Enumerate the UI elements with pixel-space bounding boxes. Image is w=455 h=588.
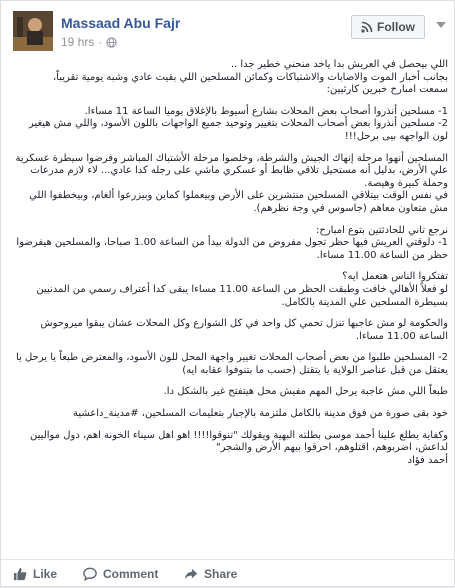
comment-label: Comment bbox=[103, 567, 159, 581]
post-line: وكفاية يطلع علينا أحمد موسى بطلته البهية ويقولك "تنوقوا!!!! اهو اهل سيناء الخونة اهم، دول مواليين لداعش، اضربوهم، اقتلوهم، احرقوا بيهم الأرض والشجر" bbox=[30, 429, 448, 454]
post-line: 2- المسلحين طلبوا من بعض أصحاب المحلات تغيير واجهة المحل للون الأسود، والمعترض طبعاً يا يرحل يا يعتقل من قبل عناصر الولاية يا يتقتل (حسب ما بتنوفوا عقابه ايه) bbox=[15, 352, 448, 376]
like-button[interactable] bbox=[13, 567, 57, 581]
comment-icon bbox=[83, 567, 97, 581]
comment-button[interactable] bbox=[83, 567, 158, 581]
rss-icon bbox=[361, 21, 373, 33]
thumbs-up-icon bbox=[13, 567, 27, 581]
post-time[interactable]: 19 hrs bbox=[61, 35, 95, 49]
post-line: أحمد فؤاد bbox=[407, 454, 448, 466]
post-paragraph bbox=[11, 225, 448, 263]
share-label: Share bbox=[204, 567, 238, 581]
post-line: 1- مسلحين أنذروا أصحاب بعض المحلات بشارع أسيوط بالإغلاق يوميا الساعة 11 مساءا. bbox=[84, 105, 448, 117]
meta-separator: · bbox=[98, 35, 103, 49]
post-line: 1- دلوقتي العريش فيها حظر تجول مفروض من الدولة بيدأ من الساعة 1.00 صباحا، والمسلحين هيفرضوا حظر من الساعة 11.00 مساءا. bbox=[16, 237, 448, 261]
post-line: سمعت امبارح خبرين كارثيين: bbox=[326, 84, 448, 96]
post-paragraph bbox=[11, 430, 448, 468]
post-paragraph bbox=[11, 408, 448, 421]
post-line: 2- مسلحين أنذروا بعض أصحاب المحلات بتغيير وتوحيد جميع الواجهات باللون الأسود، واللي مش هيغير لون الواجهه بيى برحل!!! bbox=[28, 118, 448, 142]
post-header bbox=[1, 1, 455, 59]
post-paragraph bbox=[11, 386, 448, 399]
post-line: اللي بيحصل في العريش بدأ ياخد منحني خطير جداً .. bbox=[230, 59, 448, 70]
profile-photo-icon bbox=[13, 11, 53, 51]
post-line: في نفس الوقت بيتلاقي المسلحين منتشرين على الأرض وبيعملوا كماين وبيزرعوا ألغام، وبيخطفوا اللي مش متعاون معاهم (جاسوس في وجة نظرهم). bbox=[29, 190, 448, 214]
post-line: نرجع تاني للحادثتين بتوع امبارح: bbox=[316, 224, 448, 236]
author-name[interactable]: Massaad Abu Fajr bbox=[61, 15, 181, 31]
globe-icon bbox=[106, 37, 117, 48]
post-line: خود بقى صورة من فوق مدينة بالكامل ملتزمة بالإجبار بتعليمات المسلحين، #مدينة_داعشية bbox=[72, 408, 448, 420]
follow-label: Follow bbox=[377, 20, 415, 34]
post-line: لو فعلاً الأهالي خافت وطبقت الحظر من الساعة 11.00 مساءا يبقى كدا أعتراف رسمي من المدنيين بسيطرة المسلحين علي المدينة بالكامل. bbox=[36, 283, 448, 308]
post-text bbox=[11, 59, 448, 554]
post-line: بجانب أخبار الموت والاصابات والاشتباكات وكمائن المسلحين اللي بقيت عادي وشبه يومية تقريباً، bbox=[52, 71, 448, 83]
share-icon bbox=[184, 567, 198, 581]
like-label: Like bbox=[33, 567, 58, 581]
post-paragraph bbox=[11, 153, 448, 216]
post-line: تفتكروا الناس هتعمل ايه؟ bbox=[342, 271, 448, 283]
action-bar bbox=[1, 559, 455, 588]
avatar[interactable] bbox=[13, 11, 53, 51]
post-paragraph bbox=[11, 59, 448, 97]
post-meta bbox=[61, 35, 117, 49]
post-line: والحكومة لو مش عاجبها تنزل تحمي كل واحد في كل الشوارع وكل المحلات عشان يبقوا ميروحوش الساعة 11.00 مساءا. bbox=[40, 318, 448, 342]
post-line: طبعاً اللي مش عاجبة يرحل المهم مفيش محل هيتفتح غير بالشكل دا. bbox=[163, 386, 448, 398]
post-paragraph bbox=[11, 352, 448, 377]
share-button[interactable] bbox=[184, 567, 237, 581]
post-menu-button[interactable] bbox=[433, 17, 449, 33]
chevron-down-icon bbox=[436, 22, 446, 28]
post-paragraph bbox=[11, 318, 448, 343]
post-paragraph bbox=[11, 106, 448, 144]
post-paragraph bbox=[11, 271, 448, 309]
follow-button[interactable] bbox=[351, 15, 425, 39]
post-line: المسلحين أنهوا مرحلة إنهاك الجيش والشرطة، وخلصوا مرحلة الأشتباك المباشر وفرضوا سيطرة عسكرية علي الأرض، بدليل أنه مستحيل تلاقي ظابط أو عسكري ماشي على رجله كدا عادي... لاء لازم مدرعات وحملة كبيرة وهيصة. bbox=[15, 152, 448, 189]
